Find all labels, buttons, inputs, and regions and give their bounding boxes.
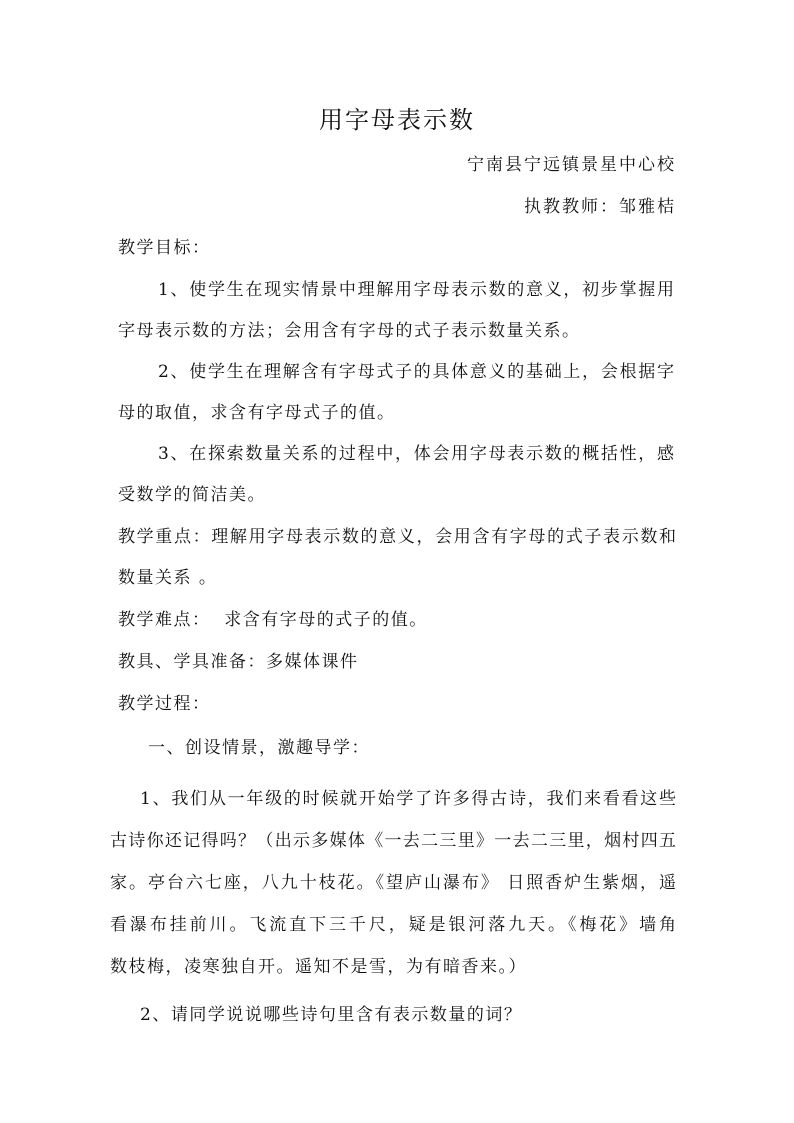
objective-1-line-2: 字母表示数的方法；会用含有字母的式子表示数量关系。 bbox=[118, 321, 581, 341]
item-1-line-4: 看瀑布挂前川。飞流直下三千尺，疑是银河落九天。《梅花》墙角 bbox=[110, 915, 676, 935]
item-2-line: 2、请同学说说哪些诗句里含有表示数量的词？ bbox=[140, 1005, 523, 1025]
process-heading: 教学过程： bbox=[118, 694, 211, 714]
school-name: 宁南县宁远镇景星中心校 bbox=[467, 155, 676, 175]
item-1-line-1: 1、我们从一年级的时候就开始学了许多得古诗，我们来看看这些 bbox=[140, 789, 676, 809]
objective-3-line-2: 受数学的简洁美。 bbox=[118, 485, 266, 505]
objective-3-line-1: 3、在探索数量关系的过程中，体会用字母表示数的概括性，感 bbox=[158, 444, 674, 464]
objectives-heading: 教学目标： bbox=[118, 238, 211, 258]
document-title: 用字母表示数 bbox=[319, 106, 475, 134]
materials-line: 教具、学具准备：多媒体课件 bbox=[118, 652, 359, 672]
teacher-name: 执教教师：邹雅桔 bbox=[524, 197, 676, 217]
item-1-line-2: 古诗你还记得吗？（出示多媒体《一去二三里》一去二三里，烟村四五 bbox=[110, 831, 676, 851]
key-point-line-1: 教学重点：理解用字母表示数的意义，会用含有字母的式子表示数和 bbox=[118, 527, 676, 547]
key-point-line-2: 数量关系 。 bbox=[118, 568, 218, 588]
section-1-heading: 一、创设情景，激趣导学： bbox=[148, 738, 370, 758]
objective-1-line-1: 1、使学生在现实情景中理解用字母表示数的意义，初步掌握用 bbox=[158, 280, 674, 300]
item-1-line-3: 家。亭台六七座，八九十枝花。《望庐山瀑布》 日照香炉生紫烟，遥 bbox=[110, 873, 676, 893]
objective-2-line-1: 2、使学生在理解含有字母式子的具体意义的基础上，会根据字 bbox=[158, 362, 674, 382]
item-1-line-5: 数枝梅，凌寒独自开。遥知不是雪，为有暗香来。） bbox=[110, 957, 527, 977]
objective-2-line-2: 母的取值，求含有字母式子的值。 bbox=[118, 403, 396, 423]
difficulty-line: 教学难点： 求含有字母的式子的值。 bbox=[118, 610, 428, 630]
